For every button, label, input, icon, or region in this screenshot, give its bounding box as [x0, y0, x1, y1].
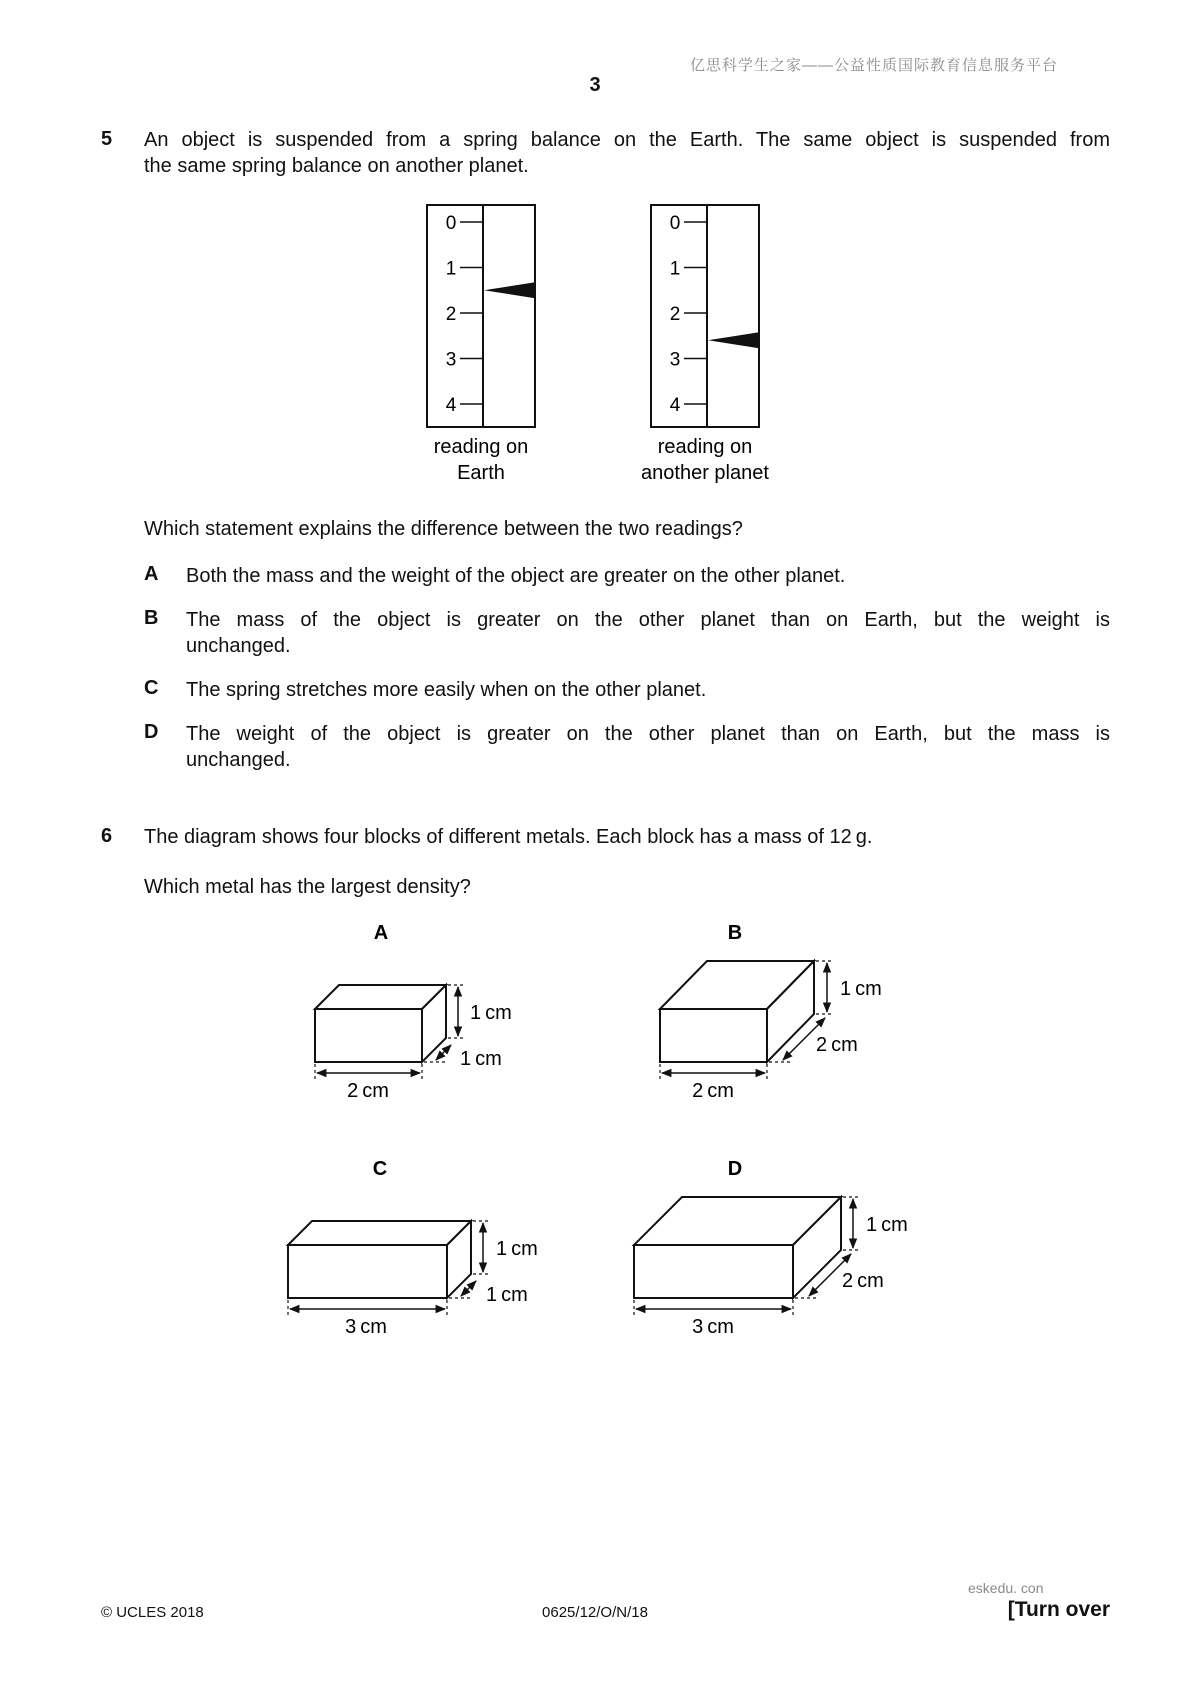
question-5-line-2: the same spring balance on another planet. — [144, 155, 529, 177]
earth-scale-label-3: 3 — [445, 349, 457, 371]
caption-earth-line-1: reading on — [433, 436, 529, 458]
option-a-text: Both the mass and the weight of the object are greater on the other planet. — [186, 565, 846, 587]
question-6-number: 6 — [101, 825, 113, 847]
block-c-height-label: 1 cm — [496, 1238, 538, 1260]
block-b — [660, 922, 882, 1102]
site-watermark: eskedu. con — [968, 1580, 1044, 1596]
block-b-length-label: 2 cm — [692, 1080, 734, 1102]
earth-scale-label-2: 2 — [445, 304, 457, 325]
block-d — [634, 1158, 908, 1338]
question-5-line-1: An object is suspended from a spring balance on the Earth. The same object is suspended from — [144, 129, 1110, 151]
block-b-front — [660, 1009, 767, 1062]
option-c-text: The spring stretches more easily when on the other planet. — [186, 679, 707, 701]
planet-scale-label-1: 1 — [669, 258, 681, 280]
block-c-length-label: 3 cm — [345, 1316, 387, 1338]
planet-scale-label-0: 0 — [669, 213, 681, 234]
caption-planet-line-1: reading on — [657, 436, 753, 458]
block-a-height-label: 1 cm — [470, 1002, 512, 1024]
planet-scale-label-4: 4 — [669, 395, 681, 416]
option-d-text-line-2: unchanged. — [186, 749, 291, 771]
block-a-letter: A — [373, 922, 389, 944]
block-d-front — [634, 1245, 793, 1298]
block-d-height-label: 1 cm — [866, 1214, 908, 1236]
metal-blocks-diagram — [250, 915, 950, 1355]
page-number: 3 — [589, 74, 601, 96]
block-c-front — [288, 1245, 447, 1298]
block-a-depth-label: 1 cm — [460, 1048, 502, 1070]
block-a-depth-arrow — [436, 1045, 451, 1060]
option-b-text-line-1: The mass of the object is greater on the other planet than on Earth, but the weight is — [186, 609, 1110, 631]
option-b-text-line-2: unchanged. — [186, 635, 291, 657]
earth-scale-label-1: 1 — [445, 258, 457, 280]
planet-scale-label-3: 3 — [669, 349, 681, 371]
question-6-intro: The diagram shows four blocks of different metals. Each block has a mass of 12 g. — [144, 826, 873, 848]
earth-spring-balance — [427, 205, 535, 427]
block-b-letter: B — [727, 922, 743, 944]
block-a-front — [315, 1009, 422, 1062]
earth-scale-label-4: 4 — [445, 395, 457, 416]
block-d-depth-label: 2 cm — [842, 1270, 884, 1292]
footer-paper-code: 0625/12/O/N/18 — [542, 1604, 648, 1621]
question-5-number: 5 — [101, 128, 113, 150]
block-c-top — [288, 1221, 471, 1245]
question-6-prompt: Which metal has the largest density? — [144, 876, 471, 898]
watermark-text: 亿思科学生之家——公益性质国际教育信息服务平台 — [690, 57, 1059, 74]
block-a — [315, 922, 512, 1102]
block-a-length-label: 2 cm — [347, 1080, 389, 1102]
block-b-height-label: 1 cm — [840, 978, 882, 1000]
option-a-letter: A — [144, 563, 159, 585]
option-c-letter: C — [144, 677, 159, 699]
planet-scale-label-2: 2 — [669, 304, 681, 325]
block-c-depth-label: 1 cm — [486, 1284, 528, 1306]
footer-copyright: © UCLES 2018 — [101, 1604, 204, 1621]
earth-balance-frame — [427, 205, 535, 427]
question-5-prompt: Which statement explains the difference between the two readings? — [144, 518, 743, 540]
block-d-letter: D — [727, 1158, 743, 1180]
block-c-depth-arrow — [461, 1281, 476, 1296]
planet-spring-balance — [651, 205, 759, 427]
caption-earth-line-2: Earth — [457, 462, 505, 484]
block-c — [288, 1158, 538, 1338]
spring-balance-diagram — [400, 195, 800, 495]
option-d-letter: D — [144, 721, 159, 743]
option-b-letter: B — [144, 607, 159, 629]
earth-scale-label-0: 0 — [445, 213, 457, 234]
block-d-length-label: 3 cm — [692, 1316, 734, 1338]
caption-planet-line-2: another planet — [641, 462, 769, 484]
planet-balance-frame — [651, 205, 759, 427]
block-c-letter: C — [372, 1158, 388, 1180]
option-d-text-line-1: The weight of the object is greater on the other planet than on Earth, but the mass is — [186, 723, 1110, 745]
block-b-depth-label: 2 cm — [816, 1034, 858, 1056]
turn-over-label: [Turn over — [1007, 1598, 1110, 1621]
